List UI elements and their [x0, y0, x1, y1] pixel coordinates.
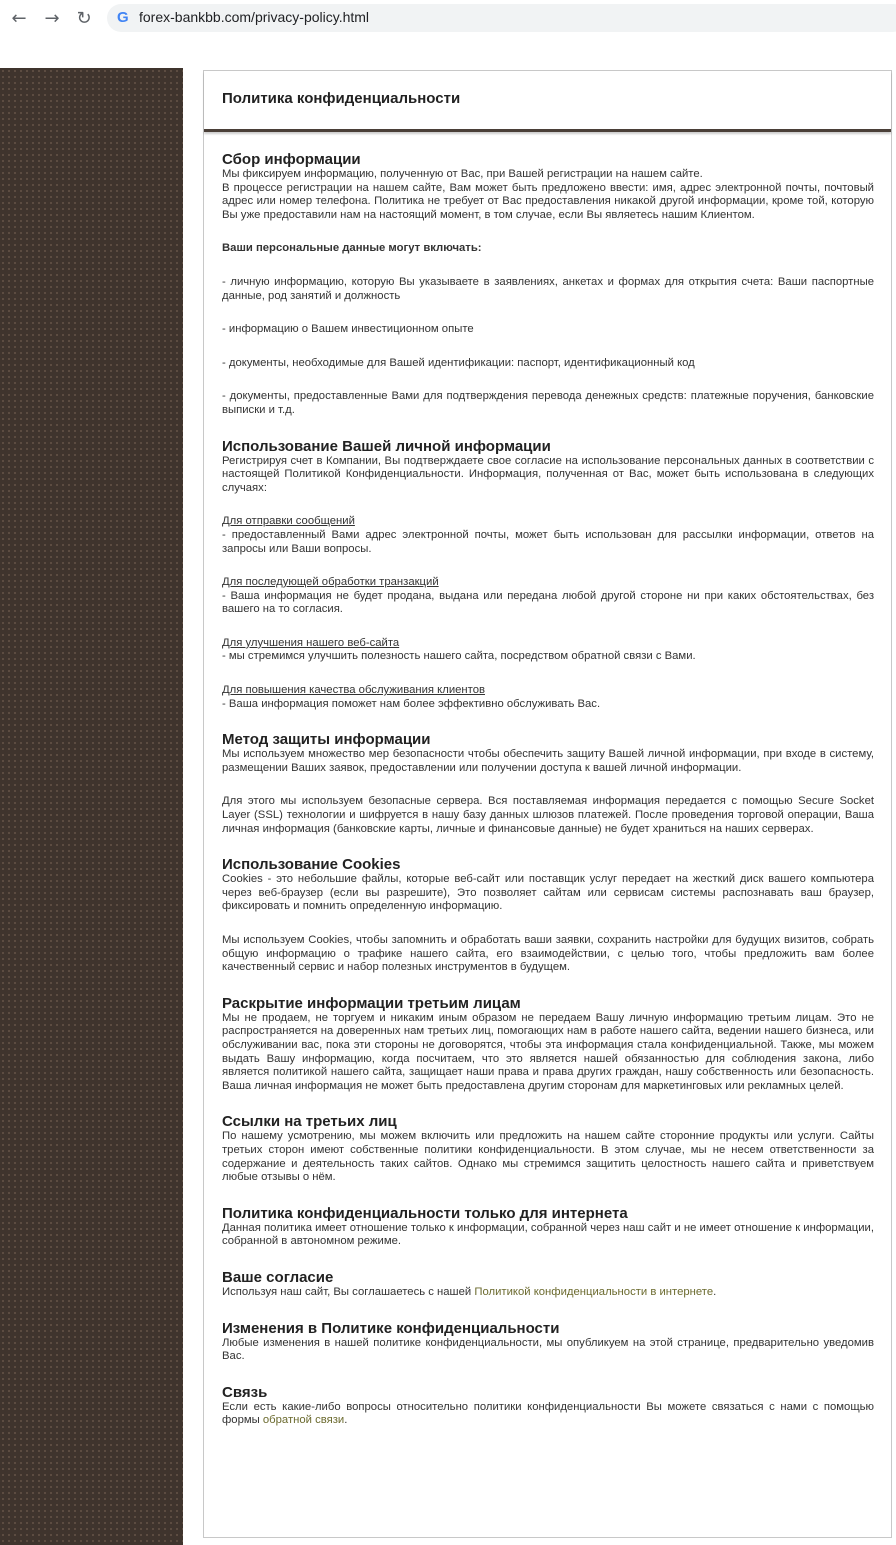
heading-consent: Ваше согласие: [222, 1268, 334, 1286]
disclosure-p1: Мы не продаем, не торгуем и никаким иным образом не передаем Вашу личную информацию третьим лицам. Это не распространяется на доверенных нам третьих лиц, помогающих нам в работе нашего сайта, ведении нашего бизнеса, или обслуживании вас, пока эти стороны не договорятся, чтобы эта информация стала конфиденциальной. Также, мы можем выдать Вашу информацию, когда посчитаем, что это является нашей обязанностью для соблюдения закона, либо является политикой нашего сайта, защищает наши права и права других граждан, нашу собственность или безопасность. Ваша личная информация не может быть предоставлена другим сторонам для маркетинговых или рекламных целей.: [222, 1011, 874, 1092]
page-title: Политика конфиденциальности: [222, 90, 461, 107]
cookies-p1: Cookies - это небольшие файлы, которые веб-сайт или поставщик услуг передает на жесткий диск вашего компьютера через веб-браузер (если вы разрешите), Это позволяет сайтам или сервисам системы распознавать ваш браузер, фиксировать и помнить определенную информацию.: [222, 873, 874, 913]
contact-text: [222, 1401, 874, 1428]
heading-third-party-links: Ссылки на третьих лиц: [222, 1113, 397, 1131]
google-icon: G: [117, 9, 129, 26]
protect-p2: Для этого мы используем безопасные сервера. Вся поставляемая информация передается с помощью Secure Socket Layer (SSL) технологии и шифруется в нашу базу данных шлюзов платежей. После проведения торговой операции, Ваша личная информация (банковские карты, личные и финансовые данные) не будет храниться на наших серверах.: [222, 795, 874, 835]
back-arrow-icon[interactable]: ←: [11, 8, 27, 29]
changes-p1: Любые изменения в нашей политике конфиденциальности, мы опубликуем на этой странице, предварительно уведомив Вас.: [222, 1336, 874, 1363]
collect-item3: - документы, необходимые для Вашей идентификации: паспорт, идентификационный код: [222, 356, 695, 369]
privacy-policy-link[interactable]: Политикой конфиденциальности в интернете: [474, 1285, 714, 1298]
use-case-3-text: - мы стремимся улучшить полезность нашего сайта, посредством обратной связи с Вами.: [222, 650, 696, 663]
use-case-2-text: - Ваша информация не будет продана, выдана или передана любой другой стороне ни при каких обстоятельствах, без вашего на то согласия.: [222, 589, 874, 616]
online-p1: Данная политика имеет отношение только к информации, собранной через наш сайт и не имеет отношение к информации, собранной в автономном режиме.: [222, 1221, 874, 1248]
heading-use: Использование Вашей личной информации: [222, 437, 551, 455]
use-case-3-title: Для улучшения нашего веб-сайта: [222, 636, 400, 649]
collect-p1: Мы фиксируем информацию, полученную от Вас, при Вашей регистрации на нашем сайте.: [222, 168, 703, 180]
left-decorative-column: [0, 68, 183, 1545]
heading-changes: Изменения в Политике конфиденциальности: [222, 1319, 560, 1337]
use-case-4-title: Для повышения качества обслуживания клиентов: [222, 684, 485, 697]
policy-content: [222, 151, 874, 1428]
collect-item2: - информацию о Вашем инвестиционном опыте: [222, 323, 474, 336]
use-case-2-title: Для последующей обработки транзакций: [222, 576, 439, 589]
feedback-link[interactable]: обратной связи: [262, 1414, 345, 1427]
consent-text-before: Используя наш сайт, Вы соглашаетесь с нашей: [222, 1285, 475, 1298]
protect-p1: Мы используем множество мер безопасности чтобы обеспечить защиту Вашей личной информации, при входе в систему, размещении Ваших заявок, предоставлении или получении доступа к вашей личной информации.: [222, 748, 874, 774]
contact-text-before: Если есть какие-либо вопросы относительно политики конфиденциальности Вы можете связаться с нами с помощью формы: [222, 1400, 874, 1427]
heading-contact: Связь: [222, 1383, 268, 1401]
address-bar[interactable]: [107, 4, 896, 32]
collect-item4: - документы, предоставленные Вами для подтверждения перевода денежных средств: платежные поручения, банковские выписки и т.д.: [222, 390, 874, 416]
collect-item1: - личную информацию, которую Вы указываете в заявлениях, анкетах и формах для открытия счета: Ваши паспортные данные, род занятий и должность: [222, 275, 874, 302]
reload-icon[interactable]: ↻: [76, 8, 92, 29]
heading-cookies: Использование Cookies: [222, 856, 401, 874]
heading-online-only: Политика конфиденциальности только для интернета: [222, 1204, 628, 1222]
heading-protect: Метод защиты информации: [222, 731, 431, 749]
url-text[interactable]: forex-bankbb.com/privacy-policy.html: [139, 9, 370, 25]
use-case-4-text: - Ваша информация поможет нам более эффективно обслуживать Вас.: [222, 697, 601, 710]
use-intro: Регистрируя счет в Компании, Вы подтверждаете свое согласие на использование персональных данных в соответствии с настоящей Политикой Конфиденциальности. Информация, полученная от Вас, может быть использована в следующих случаях:: [222, 454, 874, 494]
use-case-1-text: - предоставленный Вами адрес электронной почты, может быть использован для рассылки информации, ответов на запросы или Ваши вопросы.: [222, 528, 874, 555]
heading-disclosure: Раскрытие информации третьим лицам: [222, 994, 521, 1012]
use-case-1-title: Для отправки сообщений: [222, 515, 355, 528]
panel-header: [204, 71, 891, 132]
heading-collect: Сбор информации: [222, 151, 361, 168]
content-panel: [203, 70, 892, 1538]
cookies-p2: Мы используем Cookies, чтобы запомнить и обработать ваши заявки, сохранить настройки для будущих визитов, собрать общую информацию о трафике нашего сайта, его взаимодействии, с целью того, чтобы предложить вам более качественный сервис и набор полезных инструментов в будущем.: [222, 934, 874, 974]
forward-arrow-icon[interactable]: →: [44, 8, 60, 29]
consent-text: [222, 1286, 874, 1300]
collect-p2: В процессе регистрации на нашем сайте, Вам может быть предложено ввести: имя, адрес электронной почты, почтовый адрес или номер телефона. Политика не требует от Вас предоставления никакой другой информации, кроме той, которую Вы уже предоставили нам на настоящий момент, в том случае, если Вы являетесь нашим Клиентом.: [222, 181, 874, 221]
collect-subhead: Ваши персональные данные могут включать:: [222, 242, 482, 255]
links-p1: По нашему усмотрению, мы можем включить или предложить на нашем сайте сторонние продукты или услуги. Сайты третьих сторон имеют собственные политики конфиденциальности. В этом случае, мы не несем ответственности за содержание и деятельность таких сайтов. Однако мы стремимся защитить целостность нашего сайта и приветствуем любые отзывы о нём.: [222, 1130, 874, 1184]
browser-toolbar: [0, 0, 896, 68]
contact-text-after: .: [344, 1414, 348, 1427]
consent-text-after: .: [713, 1285, 717, 1298]
